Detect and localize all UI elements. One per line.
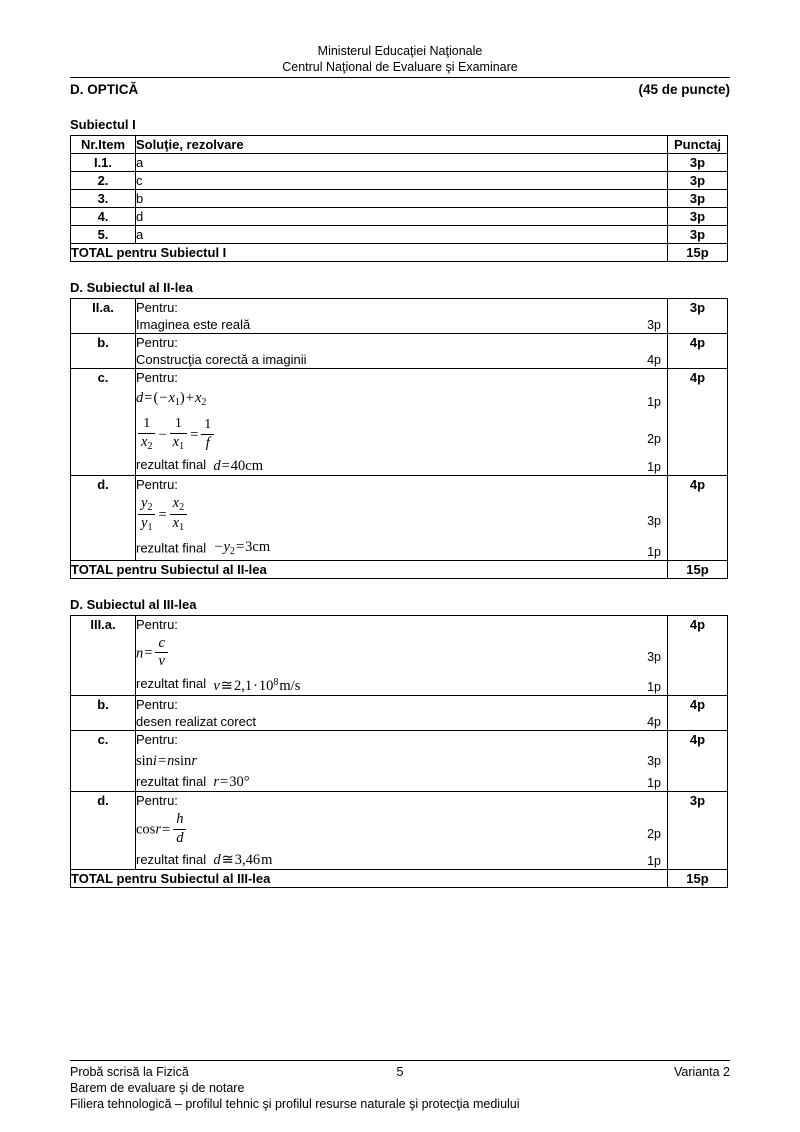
result-body: d=40cm (213, 457, 263, 474)
fraction-one-over-f: $\frac{1}{f}$ (201, 418, 214, 451)
section-title-row (70, 78, 730, 99)
footer-filiera: Filiera tehnologică – profilul tehnic şi profilul resurse naturale şi protecţia mediului (70, 1097, 520, 1111)
step-points: 3p (647, 318, 661, 332)
footer-exam-title: Probă scrisă la Fizică (70, 1065, 189, 1079)
table-row (71, 475, 728, 560)
step-text: desen realizat corect (136, 714, 256, 730)
formula-points: 1p (647, 395, 661, 409)
row-points: 4p (668, 615, 728, 695)
formula-points: 3p (647, 753, 661, 768)
row-item: III.a. (71, 615, 136, 695)
fraction-y2-over-y1: $\frac{y_2}{y_1}$ (138, 496, 155, 534)
result-label: rezultat final (136, 540, 207, 556)
solution-result (136, 851, 667, 870)
table-row (71, 731, 728, 792)
row-solution: b (136, 190, 668, 208)
result-body: $-y_2=3cm$ (214, 538, 271, 557)
result-body: d≅3,46m (213, 852, 273, 869)
row-solution (136, 299, 668, 334)
fraction-x2-over-x1: $\frac{x_2}{x_1}$ (170, 496, 187, 534)
row-solution (136, 334, 668, 369)
row-solution (136, 731, 668, 792)
result-label: rezultat final (136, 773, 207, 789)
row-item: d. (71, 475, 136, 560)
solution-result (136, 456, 667, 475)
row-solution: d (136, 208, 668, 226)
result-label: rezultat final (136, 457, 207, 473)
result-points: 1p (647, 459, 661, 474)
row-item: 5. (71, 226, 136, 244)
row-points: 3p (668, 154, 728, 172)
row-solution (136, 615, 668, 695)
formula-body: $\frac{y_2}{y_1}$ = $\frac{x_2}{x_1}$ (136, 497, 189, 535)
formula-magnification (136, 493, 667, 538)
row-solution: c (136, 172, 668, 190)
fraction-h-over-d: $\frac{h}{d}$ (173, 812, 186, 846)
total-label: TOTAL pentru Subiectul al III-lea (71, 870, 668, 888)
row-points: 4p (668, 334, 728, 369)
subject-3-table (70, 615, 728, 888)
total-points: 15p (668, 870, 728, 888)
column-header-item: Nr.Item (71, 136, 136, 154)
formula-snell-law (136, 748, 667, 773)
footer-top-row (70, 1064, 730, 1080)
formula-body: sini=nsinr (136, 752, 197, 769)
solution-lead: Pentru: (136, 793, 178, 809)
solution-step (136, 713, 667, 730)
step-points: 4p (647, 715, 661, 730)
table-row (71, 369, 728, 476)
row-item: b. (71, 696, 136, 731)
table-row (71, 334, 728, 369)
solution-lead: Pentru: (136, 616, 178, 632)
row-points: 3p (668, 226, 728, 244)
solution-lead: Pentru: (136, 476, 178, 492)
subject-1-label: Subiectul I (70, 117, 136, 132)
row-solution (136, 792, 668, 870)
row-points: 3p (668, 792, 728, 870)
column-header-solution: Soluţie, rezolvare (136, 136, 668, 154)
footer-variant: Varianta 2 (673, 1065, 731, 1079)
solution-result (136, 538, 667, 560)
table-row (71, 154, 728, 172)
result-points: 1p (647, 544, 661, 559)
column-header-points: Punctaj (668, 136, 728, 154)
row-points: 4p (668, 475, 728, 560)
ministry-line-1: Ministerul Educaţiei Naţionale (317, 44, 483, 58)
formula-distance (136, 386, 667, 414)
total-label: TOTAL pentru Subiectul al II-lea (71, 560, 668, 578)
row-item: 2. (71, 172, 136, 190)
formula-lens-equation (136, 414, 667, 456)
total-points: 15p (668, 244, 728, 262)
masthead (70, 44, 730, 77)
step-text: Construcţia corectă a imaginii (136, 352, 307, 367)
formula-refractive-index (136, 633, 667, 674)
page-title: D. OPTICĂ (70, 82, 139, 97)
row-item: 4. (71, 208, 136, 226)
row-solution: a (136, 226, 668, 244)
row-item: 3. (71, 190, 136, 208)
result-points: 1p (647, 776, 661, 791)
row-item: I.1. (71, 154, 136, 172)
result-points: 1p (647, 680, 661, 695)
result-body: r=30° (213, 774, 250, 791)
solution-lead: Pentru: (136, 300, 178, 315)
section-points: (45 de puncte) (638, 82, 730, 97)
row-points: 3p (668, 172, 728, 190)
formula-body: $\frac{1}{x_2}$ − $\frac{1}{x_1}$ = $\frac{1}{f}$ (136, 418, 216, 453)
page-number: 5 (396, 1065, 404, 1079)
row-item: II.a. (71, 299, 136, 334)
table-row (71, 792, 728, 870)
subject-3-label: D. Subiectul al III-lea (70, 596, 197, 612)
row-points: 3p (668, 190, 728, 208)
footer-subtitle: Barem de evaluare şi de notare (70, 1081, 245, 1095)
result-label: rezultat final (136, 851, 207, 867)
table-row (71, 190, 728, 208)
table-row (71, 615, 728, 695)
row-item: d. (71, 792, 136, 870)
step-points: 4p (647, 353, 661, 367)
solution-lead: Pentru: (136, 370, 178, 385)
row-points: 4p (668, 731, 728, 792)
table-row (71, 696, 728, 731)
total-points: 15p (668, 560, 728, 578)
row-points: 4p (668, 369, 728, 476)
formula-points: 2p (647, 432, 661, 447)
table-total-row (71, 560, 728, 578)
fraction-one-over-x1: $\frac{1}{x_1}$ (170, 417, 187, 452)
row-solution (136, 696, 668, 731)
solution-lead: Pentru: (136, 697, 178, 713)
footer-divider (70, 1060, 730, 1061)
table-row (71, 299, 728, 334)
table-total-row (71, 244, 728, 262)
solution-lead: Pentru: (136, 335, 178, 350)
formula-body: $d=(-x_1)+x_2$ (136, 390, 207, 408)
formula-cos-r (136, 809, 667, 850)
row-points: 3p (668, 208, 728, 226)
table-row (71, 226, 728, 244)
fraction-c-over-v: $\frac{c}{v}$ (155, 636, 167, 670)
formula-points: 3p (647, 513, 661, 528)
row-item: c. (71, 731, 136, 792)
table-header-row (71, 136, 728, 154)
table-row (71, 172, 728, 190)
row-item: b. (71, 334, 136, 369)
step-text: Imaginea este reală (136, 317, 251, 332)
row-solution (136, 475, 668, 560)
row-solution: a (136, 154, 668, 172)
row-item: c. (71, 369, 136, 476)
formula-points: 3p (647, 650, 661, 665)
result-points: 1p (647, 854, 661, 869)
formula-body: cosr= $\frac{h}{d}$ (136, 813, 188, 847)
solution-result (136, 674, 667, 695)
page-footer (70, 1060, 730, 1112)
formula-points: 2p (647, 826, 661, 841)
formula-body: n= $\frac{c}{v}$ (136, 637, 170, 671)
table-row (71, 208, 728, 226)
result-body: $v≅2,1\cdot 10^8m/s$ (213, 677, 301, 695)
solution-step (136, 316, 667, 333)
subject-2-table (70, 298, 728, 579)
subject-1-table (70, 135, 728, 262)
row-points: 4p (668, 696, 728, 731)
solution-step (136, 351, 667, 368)
solution-lead: Pentru: (136, 732, 178, 748)
result-label: rezultat final (136, 676, 207, 692)
fraction-one-over-x2: $\frac{1}{x_2}$ (138, 417, 155, 452)
solution-result (136, 773, 667, 792)
ministry-line-2: Centrul Naţional de Evaluare şi Examinare (282, 59, 518, 74)
total-label: TOTAL pentru Subiectul I (71, 244, 668, 262)
row-solution (136, 369, 668, 476)
row-points: 3p (668, 299, 728, 334)
table-total-row (71, 870, 728, 888)
subject-2-label: D. Subiectul al II-lea (70, 280, 193, 295)
